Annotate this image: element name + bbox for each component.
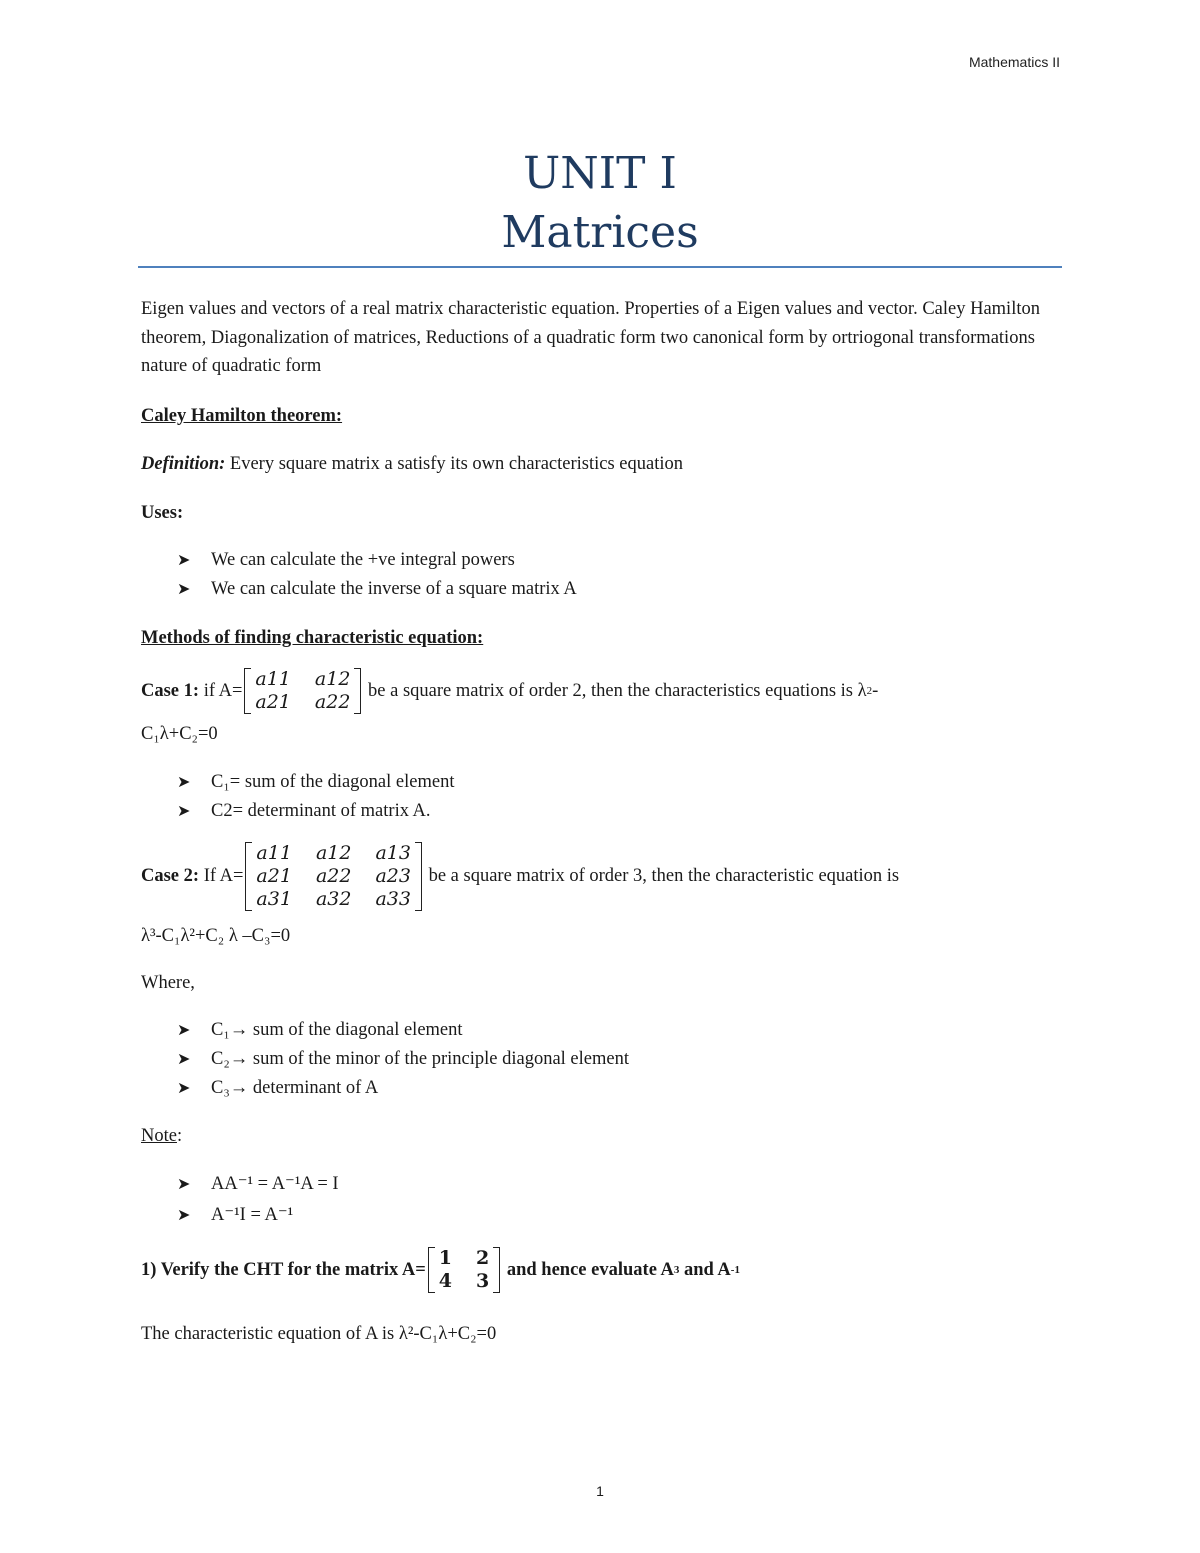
definition-line <box>141 450 683 478</box>
page-number: 1 <box>596 1483 604 1499</box>
list-item: ➤ We can calculate the inverse of a square matrix A <box>177 575 577 603</box>
list-item: ➤ C₃→ determinant of A <box>177 1074 378 1102</box>
list-item: ➤ AA⁻¹ = A⁻¹A = I <box>177 1170 339 1198</box>
title-divider <box>138 266 1062 268</box>
arrow-bullet-icon: ➤ <box>177 1020 191 1039</box>
unit-title: UNIT I <box>523 148 677 199</box>
characteristic-equation-line: The characteristic equation of A is λ²-C₁λ+C₂=0 <box>141 1324 497 1344</box>
case2-equation: λ³-C₁λ²+C₂ λ –C₃=0 <box>141 926 291 946</box>
where-label: Where, <box>141 973 195 993</box>
running-header: Mathematics II <box>968 54 1060 70</box>
arrow-bullet-icon: ➤ <box>177 801 191 820</box>
arrow-bullet-icon: ➤ <box>177 1078 191 1097</box>
note-heading: Note: <box>141 1126 183 1146</box>
list-item: ➤ We can calculate the +ve integral powers <box>177 546 515 574</box>
list-item: ➤ C₁= sum of the diagonal element <box>177 768 454 796</box>
definition-label: Definition: <box>141 454 226 474</box>
title-block <box>0 146 1200 264</box>
arrow-bullet-icon: ➤ <box>177 1174 191 1193</box>
list-item: ➤ A⁻¹I = A⁻¹ <box>177 1201 293 1229</box>
list-item: ➤ C2= determinant of matrix A. <box>177 797 431 825</box>
uses-label: Uses: <box>141 503 184 523</box>
case1-line: Case 1: if A= a11 a12 a21 a22 be a square matrix of order 2, then the characteristics equations is λ 2 - <box>141 668 879 713</box>
case2-label: Case 2: <box>141 866 200 886</box>
case1-matrix: a11 a12 a21 a22 <box>244 668 361 714</box>
arrow-bullet-icon: ➤ <box>177 772 191 791</box>
syllabus-paragraph: Eigen values and vectors of a real matrix characteristic equation. Properties of a Eigen values and vector. Caley Hamilton theorem, Diagonalization of matrices, Reductions of a quadratic form two canonical form by ortriogonal transformations nature of quadratic form <box>141 299 1040 376</box>
chapter-title: Matrices <box>501 207 699 258</box>
case2-line: Case 2: If A= a11 a12 a13 a21 a22 a23 a31 a32 a33 be a square matrix of order 3, then the characteristic equation is <box>141 842 900 910</box>
list-item: ➤ C₁→ sum of the diagonal element <box>177 1016 463 1044</box>
list-item: ➤ C₂→ sum of the minor of the principle diagonal element <box>177 1045 629 1073</box>
case2-matrix: a11 a12 a13 a21 a22 a23 a31 a32 a33 <box>245 842 422 911</box>
definition-text: Every square matrix a satisfy its own characteristics equation <box>225 454 684 474</box>
problem-statement: 1) Verify the CHT for the matrix A= 1 2 4 3 and hence evaluate A 3 and A -1 <box>141 1247 740 1292</box>
case1-label: Case 1: <box>141 680 200 701</box>
methods-heading: Methods of finding characteristic equation: <box>141 628 484 648</box>
problem-matrix: 1 2 4 3 <box>428 1247 500 1293</box>
arrow-bullet-icon: ➤ <box>177 1049 191 1068</box>
arrow-bullet-icon: ➤ <box>177 1205 191 1224</box>
arrow-bullet-icon: ➤ <box>177 579 191 598</box>
cht-heading: Caley Hamilton theorem: <box>141 406 343 426</box>
case1-equation: C₁λ+C₂=0 <box>141 724 218 744</box>
arrow-bullet-icon: ➤ <box>177 550 191 569</box>
